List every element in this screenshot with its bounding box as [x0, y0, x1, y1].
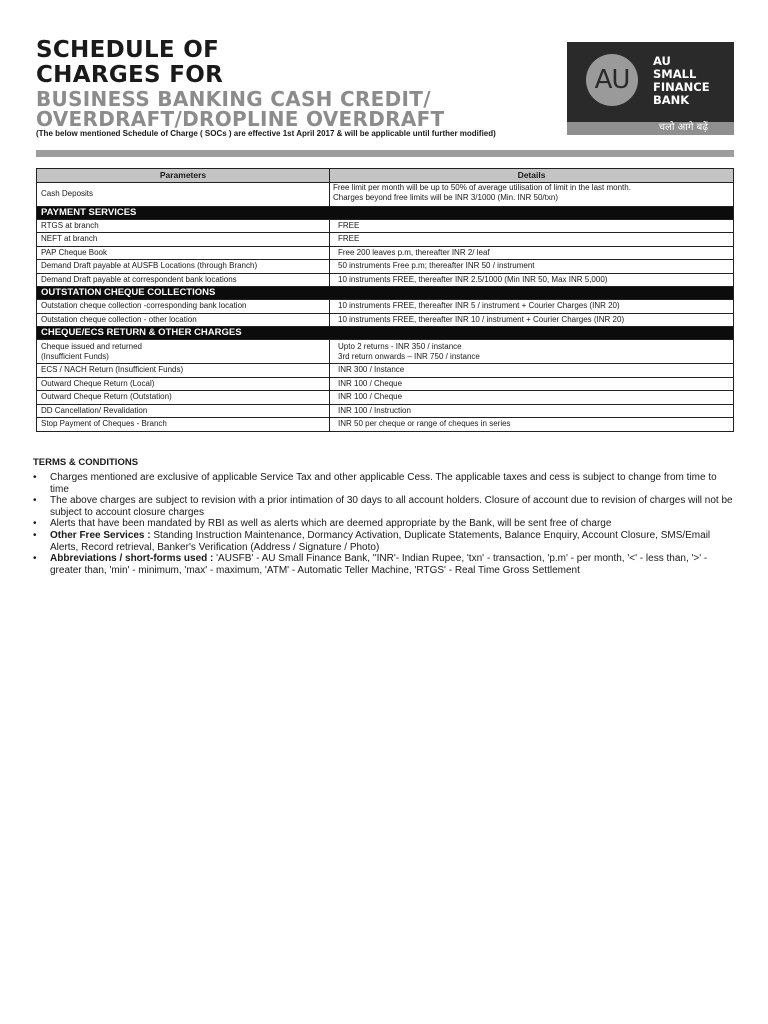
param-cell: Outstation cheque collection - other location [37, 313, 330, 327]
param-line: Cheque issued and returned [41, 341, 142, 351]
detail-cell: FREE [330, 233, 734, 247]
charges-table [36, 168, 734, 432]
terms-heading: TERMS & CONDITIONS [33, 457, 139, 468]
detail-line: Upto 2 returns - INR 350 / instance [338, 341, 462, 351]
section-title: PAYMENT SERVICES [37, 206, 734, 219]
detail-line: Charges beyond free limits will be INR 3/1000 (Min. INR 50/txn) [333, 192, 558, 202]
bullet-icon: • [33, 518, 37, 530]
param-cell: DD Cancellation/ Revalidation [37, 404, 330, 418]
param-cell: Outstation cheque collection -corresponding bank location [37, 300, 330, 314]
bullet-icon: • [33, 553, 37, 565]
effective-date-note: (The below mentioned Schedule of Charge ( SOCs ) are effective 1st April 2017 & will be applicable until further modified) [36, 129, 496, 138]
section-header-returns [37, 327, 734, 340]
detail-cell: 50 instruments Free p.m; thereafter INR 50 / instrument [330, 260, 734, 274]
cash-deposits-param: Cash Deposits [37, 182, 330, 206]
bullet-icon: • [33, 495, 37, 507]
bullet-icon: • [33, 529, 37, 541]
logo-name-line: FINANCE [653, 80, 710, 94]
param-cell: Outward Cheque Return (Outstation) [37, 391, 330, 405]
table-row-cheque-issued [37, 340, 734, 364]
header-divider-bar [36, 150, 734, 157]
param-cell: Outward Cheque Return (Local) [37, 377, 330, 391]
detail-cell: Free 200 leaves p.m, thereafter INR 2/ leaf [330, 246, 734, 260]
table-row [37, 377, 734, 391]
section-header-outstation [37, 287, 734, 300]
detail-cell: INR 50 per cheque or range of cheques in series [330, 418, 734, 432]
list-item [33, 495, 738, 518]
param-cell: ECS / NACH Return (Insufficient Funds) [37, 364, 330, 378]
section-header-payment-services [37, 206, 734, 219]
detail-cell: 10 instruments FREE, thereafter INR 10 / instrument + Courier Charges (INR 20) [330, 313, 734, 327]
logo-name-line: SMALL [653, 67, 697, 81]
parameters-column-header: Parameters [37, 169, 330, 183]
section-title: CHEQUE/ECS RETURN & OTHER CHARGES [37, 327, 734, 340]
table-row [37, 260, 734, 274]
cash-deposits-detail [330, 182, 734, 206]
param-line: (Insufficient Funds) [41, 351, 109, 361]
terms-list [33, 472, 738, 576]
term-text: Charges mentioned are exclusive of applicable Service Tax and other applicable Cess. The applicable taxes and cess is subject to change from time to time [50, 472, 717, 495]
param-cell: Stop Payment of Cheques - Branch [37, 418, 330, 432]
term-text: The above charges are subject to revision with a prior intimation of 30 days to all account holders. Closure of account due to revision of charges will not be subject to account closure charges [50, 495, 733, 518]
title-line-1: SCHEDULE OF [36, 37, 220, 63]
logo-tagline-strip [567, 122, 734, 135]
table-row-cash-deposits [37, 182, 734, 206]
detail-cell: INR 100 / Instruction [330, 404, 734, 418]
table-row [37, 273, 734, 287]
list-item [33, 530, 738, 553]
detail-cell: 10 instruments FREE, thereafter INR 5 / instrument + Courier Charges (INR 20) [330, 300, 734, 314]
term-label: Abbreviations / short-forms used : [50, 553, 214, 565]
logo-mark: AU [594, 65, 630, 95]
detail-cell: 10 instruments FREE, thereafter INR 2.5/1000 (Min INR 50, Max INR 5,000) [330, 273, 734, 287]
bullet-icon: • [33, 472, 37, 483]
list-item [33, 553, 738, 576]
list-item [33, 518, 738, 530]
table-row [37, 313, 734, 327]
detail-cell: INR 100 / Cheque [330, 377, 734, 391]
au-bank-logo [567, 42, 734, 135]
table-header-row [37, 169, 734, 183]
detail-line: 3rd return onwards – INR 750 / instance [338, 351, 480, 361]
term-text: Alerts that have been mandated by RBI as well as alerts which are deemed appropriate by the Bank, will be sent free of charge [50, 518, 612, 530]
param-cell: PAP Cheque Book [37, 246, 330, 260]
details-column-header: Details [330, 169, 734, 183]
list-item [33, 472, 738, 495]
table-row [37, 246, 734, 260]
param-cell: RTGS at branch [37, 219, 330, 233]
detail-cell: INR 100 / Cheque [330, 391, 734, 405]
logo-background [567, 42, 734, 122]
table-row [37, 364, 734, 378]
detail-cell: FREE [330, 219, 734, 233]
term-text: Standing Instruction Maintenance, Dormancy Activation, Duplicate Statements, Balance Enquiry, Account Closure, SMS/Email Alerts, Record retrieval, Banker's Verification (Address / Signature / Photo) [50, 529, 711, 553]
table-row [37, 404, 734, 418]
param-cell: Demand Draft payable at AUSFB Locations (through Branch) [37, 260, 330, 274]
subtitle-line-2: OVERDRAFT/DROPLINE OVERDRAFT [36, 107, 445, 131]
table-row [37, 391, 734, 405]
detail-cell: INR 300 / Instance [330, 364, 734, 378]
param-cell: Demand Draft payable at correspondent bank locations [37, 273, 330, 287]
logo-name-line: BANK [653, 93, 690, 107]
param-cell: NEFT at branch [37, 233, 330, 247]
logo-name-line: AU [653, 54, 671, 68]
cheque-issued-detail [330, 340, 734, 364]
term-label: Other Free Services : [50, 529, 151, 541]
logo-tagline: चलो आगे बढ़ें [658, 122, 708, 133]
table-row [37, 233, 734, 247]
section-title: OUTSTATION CHEQUE COLLECTIONS [37, 287, 734, 300]
cheque-issued-param [37, 340, 330, 364]
table-row [37, 300, 734, 314]
term-text: 'AUSFB' - AU Small Finance Bank, ''INR'- Indian Rupee, 'txn' - transaction, 'p.m' - per month, '<' - less than, '>' - greater than, 'min' - minimum, 'max' - maximum, 'ATM' - Automatic Teller Machine, 'RTGS' - Real Time Gross Settlement [50, 553, 708, 576]
table-row [37, 418, 734, 432]
subtitle-line-1: BUSINESS BANKING CASH CREDIT/ [36, 87, 431, 111]
detail-line: Free limit per month will be up to 50% of average utilisation of limit in the last month. [333, 182, 631, 192]
logo-bank-name [653, 55, 733, 107]
table-row [37, 219, 734, 233]
page-subtitle [36, 89, 445, 129]
page-title [36, 38, 223, 88]
title-line-2: CHARGES FOR [36, 62, 224, 88]
